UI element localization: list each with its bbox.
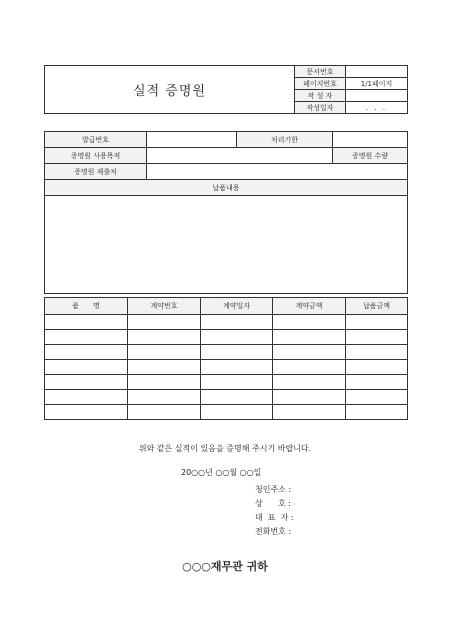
table-cell[interactable] [45,345,128,360]
phone-label: 전화번호 : [255,527,292,536]
company-name-label: 상 호 : [255,499,291,508]
table-cell[interactable] [201,375,273,390]
applicant-address-label: 청인주소 : [255,485,292,494]
table-cell[interactable] [346,375,408,390]
table-cell[interactable] [273,315,346,330]
table-cell[interactable] [45,405,128,420]
table-cell[interactable] [45,360,128,375]
table-cell[interactable] [128,405,201,420]
table-cell[interactable] [346,345,408,360]
date-written-value[interactable]: . . . [346,102,408,114]
table-row [45,390,408,405]
header-contract-no: 계약번호 [128,298,201,315]
issue-date: 20○○년 ○○월 ○○일 [181,468,262,477]
table-row [45,330,408,345]
submit-to-field[interactable] [147,164,408,180]
table-cell[interactable] [273,345,346,360]
request-text: 위와 같은 실적이 있음을 증명해 주시기 바랍니다. [138,444,312,453]
representative-label: 대 표 자 : [255,513,294,522]
purpose-field[interactable] [147,148,333,164]
table-cell[interactable] [201,390,273,405]
table-row [45,405,408,420]
table-cell[interactable] [128,330,201,345]
page-number-value: 1/1페이지 [346,78,408,90]
issue-number-label: 발급번호 [45,132,147,148]
doc-number-label: 문서번호 [295,66,346,78]
issue-number-field[interactable] [147,132,237,148]
quantity-label: 증명원 수량 [351,151,389,160]
submit-to-label: 증명원 제출처 [45,164,147,180]
table-cell[interactable] [346,360,408,375]
table-cell[interactable] [201,315,273,330]
delivery-section-label: 납품내용 [45,180,408,196]
table-cell[interactable] [201,360,273,375]
table-row [45,360,408,375]
table-cell[interactable] [128,390,201,405]
delivery-content-area[interactable] [45,196,408,294]
table-cell[interactable] [45,375,128,390]
table-cell[interactable] [201,345,273,360]
author-label: 작 성 자 [295,90,346,102]
table-cell[interactable] [128,375,201,390]
recipient: ○○○재무관 귀하 [182,560,268,573]
header-contract-amount: 계약금액 [273,298,346,315]
table-cell[interactable] [45,330,128,345]
table-cell[interactable] [346,330,408,345]
table-cell[interactable] [346,390,408,405]
header-delivery-amount: 납품금액 [346,298,408,315]
table-cell[interactable] [273,390,346,405]
table-cell[interactable] [45,390,128,405]
table-cell[interactable] [201,330,273,345]
table-cell[interactable] [273,330,346,345]
table-cell[interactable] [346,405,408,420]
table-cell[interactable] [346,315,408,330]
table-cell[interactable] [128,345,201,360]
doc-number-value[interactable] [346,66,408,78]
items-table [44,297,408,420]
deadline-field[interactable] [333,132,408,148]
table-cell[interactable] [201,405,273,420]
table-row [45,315,408,330]
header-contract-date: 계약일자 [201,298,273,315]
document-header-table [44,65,408,114]
page-number-label: 페이지번호 [295,78,346,90]
table-cell[interactable] [273,360,346,375]
deadline-label: 처리기한 [237,132,333,148]
table-cell[interactable] [273,405,346,420]
info-table [44,131,408,294]
table-row [45,375,408,390]
quantity-cell[interactable] [333,148,408,164]
purpose-label: 증명원 사용목적 [45,148,147,164]
table-cell[interactable] [273,375,346,390]
table-cell[interactable] [128,360,201,375]
header-item-name: 품 명 [45,298,128,315]
table-cell[interactable] [45,315,128,330]
table-row [45,345,408,360]
date-written-label: 작성일자 [295,102,346,114]
document-title: 실적 증명원 [45,66,295,114]
table-cell[interactable] [128,315,201,330]
author-value[interactable] [346,90,408,102]
